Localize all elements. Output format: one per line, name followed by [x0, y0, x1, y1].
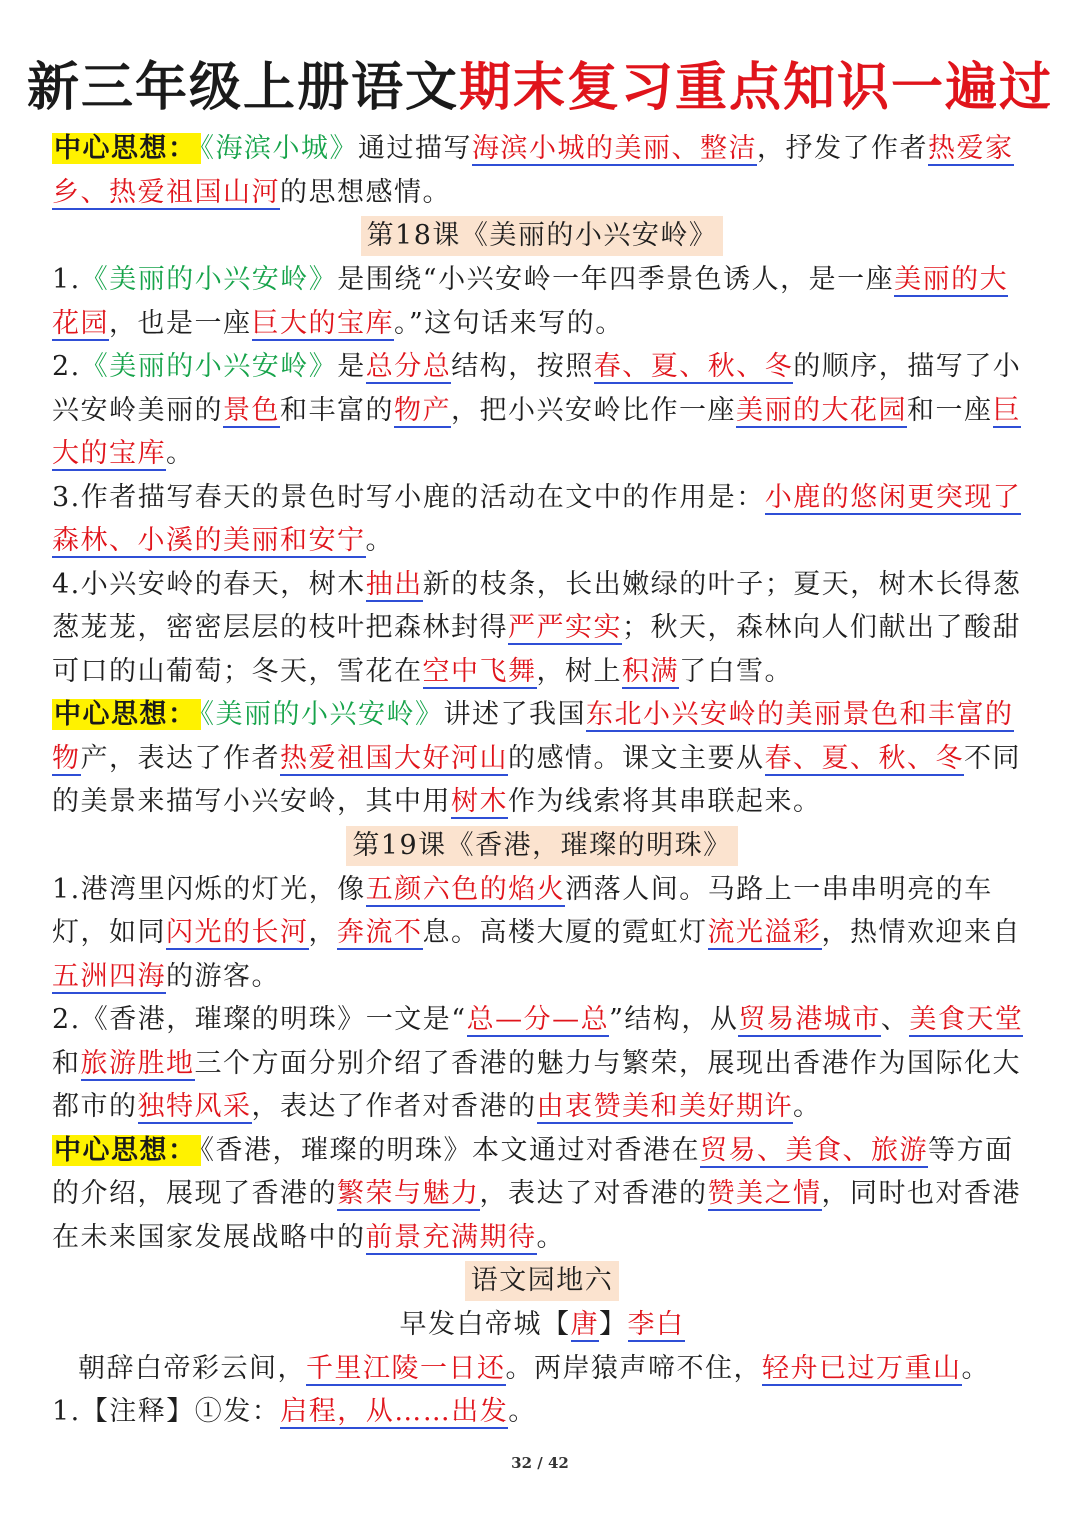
keyword: 闪光的长河 — [166, 917, 309, 948]
keyword: 总—分—总 — [466, 1004, 610, 1035]
title-part1: 新三年级上册语文 — [26, 58, 459, 118]
keyword: 热爱祖国大好河山 — [280, 742, 508, 774]
keyword: 景色 — [223, 394, 280, 426]
keyword: 物产 — [394, 394, 451, 426]
text: 的感情。课文主要从 — [508, 742, 765, 774]
keyword: 美丽的大花园 — [52, 264, 1009, 339]
lesson19-point-2 — [52, 998, 1032, 1129]
keyword: 繁荣与魅力 — [337, 1178, 480, 1209]
text: 洒落人间。马路上一串串明亮的车灯，如同 — [52, 873, 993, 948]
keyword: 热爱家乡、热爱祖国山河 — [52, 133, 1014, 208]
text: 新的枝条，长出嫩绿的叶子；夏天，树木长得葱葱茏茏，密密层层的枝叶把森林封得 — [52, 568, 1022, 643]
keyword: 旅游胜地 — [80, 1047, 195, 1079]
text: 等方面的介绍，展现了香港的 — [52, 1134, 1014, 1209]
text: 。两岸猿声啼不住， — [505, 1352, 762, 1384]
lesson18-heading: 第18课《美丽的小兴安岭》 — [361, 216, 724, 256]
garden6-heading: 语文园地六 — [465, 1261, 620, 1301]
text: 和丰富的 — [280, 394, 394, 426]
keyword: 千里江陵一日还 — [306, 1352, 506, 1384]
text: 。 — [166, 438, 195, 469]
lesson18-heading-row — [52, 214, 1032, 258]
text: ，表达了对香港的 — [479, 1178, 708, 1209]
text: ，把小兴安岭比作一座 — [451, 394, 736, 426]
keyword: 积满 — [622, 655, 679, 687]
keyword: 奔流不 — [337, 917, 423, 948]
text: ；秋天，森林向人们献出了酸甜可口的山葡萄；冬天，雪花在 — [52, 612, 1021, 687]
text: ，抒发了作者 — [757, 133, 928, 164]
keyword: 赞美之情 — [707, 1178, 822, 1209]
text: 和一座 — [907, 394, 993, 426]
text: 1.港湾里闪烁的灯光，像 — [52, 873, 366, 905]
keyword: 巨大的宝库 — [52, 394, 1021, 469]
text: 产，表达了作者 — [80, 742, 280, 774]
title-part2: 期末复习重点知识一遍过 — [459, 58, 1054, 118]
text: ， — [308, 917, 337, 948]
central-idea-label: 中心思想： — [52, 1135, 201, 1166]
keyword: 独特风采 — [137, 1091, 252, 1122]
text: 。 — [536, 1221, 565, 1253]
keyword: 严严实实 — [508, 612, 622, 643]
text: 《香港，璀璨的明珠》本文通过对香港在 — [200, 1134, 700, 1166]
keyword: 贸易港城市 — [738, 1004, 881, 1035]
keyword: 美丽的大花园 — [736, 394, 907, 426]
keyword: 树木 — [451, 786, 508, 817]
content — [52, 127, 1032, 1434]
central-idea-label: 中心思想： — [52, 699, 201, 730]
text: 结构，按照 — [451, 351, 594, 382]
text: 。 — [961, 1352, 990, 1384]
keyword: 总分总 — [365, 351, 452, 382]
text: 2. — [52, 351, 81, 382]
poem-title — [52, 1303, 1032, 1347]
text: 是围绕“小兴安岭一年四季景色诱人，是一座 — [337, 264, 895, 295]
keyword: 轻舟已过万重山 — [762, 1352, 962, 1384]
text: ”结构，从 — [609, 1004, 739, 1035]
lesson18-point-3 — [52, 476, 1032, 563]
text: 2.《香港，璀璨的明珠》一文是“ — [52, 1004, 467, 1035]
text: 早发白帝城【 — [399, 1309, 571, 1340]
text: 了白雪。 — [679, 655, 793, 687]
keyword: 贸易、美食、旅游 — [700, 1134, 928, 1166]
text: 朝辞白帝彩云间， — [78, 1352, 306, 1384]
keyword: 美食天堂 — [909, 1004, 1024, 1035]
text: ，表达了作者对香港的 — [251, 1091, 537, 1122]
text: 。 — [508, 1396, 537, 1427]
text: 】 — [599, 1309, 628, 1340]
text: ，热情欢迎来自 — [821, 917, 1021, 948]
text: 。”这句话来写的。 — [394, 307, 624, 339]
text: 。 — [365, 525, 394, 556]
lesson19-point-1 — [52, 868, 1032, 999]
text: 的顺序，描写了小兴安岭美丽的 — [52, 351, 1022, 426]
book-title: 《海滨小城》 — [200, 133, 358, 164]
text: 作为线索将其串联起来。 — [508, 786, 822, 817]
poem-note — [52, 1390, 1032, 1434]
book-title: 《美丽的小兴安岭》 — [80, 351, 338, 382]
book-title: 《美丽的小兴安岭》 — [200, 699, 444, 730]
keyword: 唐 — [570, 1309, 599, 1340]
keyword: 由衷赞美和美好期许 — [536, 1091, 793, 1122]
poem-line — [52, 1347, 1032, 1391]
lesson19-central-idea — [52, 1129, 1032, 1260]
text: 。 — [793, 1091, 822, 1122]
page-number: 32 / 42 — [511, 1454, 569, 1472]
keyword: 抽出 — [365, 568, 423, 600]
lesson19-heading: 第19课《香港，璀璨的明珠》 — [346, 826, 737, 866]
keyword: 空中飞舞 — [422, 655, 537, 687]
lesson18-central-idea — [52, 693, 1032, 824]
page-title — [0, 52, 1080, 124]
text: 息。高楼大厦的霓虹灯 — [422, 917, 708, 948]
text: 三个方面分别介绍了香港的魅力与繁荣，展现出香港作为国际化大都市的 — [52, 1047, 1021, 1122]
text: 是 — [337, 351, 366, 382]
lesson18-point-4 — [52, 563, 1032, 694]
keyword: 小鹿的悠闲更突现了森林、小溪的美丽和安宁 — [52, 481, 1022, 556]
keyword: 流光溢彩 — [707, 917, 822, 948]
keyword: 巨大的宝库 — [251, 307, 394, 339]
garden6-heading-row — [52, 1259, 1032, 1303]
keyword: 春、夏、秋、冬 — [764, 742, 964, 774]
text: 的游客。 — [166, 960, 280, 992]
text: ，树上 — [536, 655, 622, 687]
keyword: 东北小兴安岭的美丽景色和丰富的物 — [52, 699, 1014, 774]
keyword: 前景充满期待 — [365, 1221, 537, 1253]
text: 1. — [52, 264, 81, 295]
text: 4.小兴安岭的春天，树木 — [52, 568, 366, 600]
book-title: 《美丽的小兴安岭》 — [80, 264, 338, 295]
text: 、 — [880, 1004, 910, 1035]
keyword: 五洲四海 — [52, 960, 166, 992]
lesson18-point-1 — [52, 258, 1032, 345]
keyword: 海滨小城的美丽、整洁 — [472, 133, 757, 164]
keyword: 春、夏、秋、冬 — [593, 351, 794, 382]
text: 不同的美景来描写小兴安岭，其中用 — [52, 742, 1021, 817]
text: ，同时也对香港在未来国家发展战略中的 — [52, 1178, 1021, 1253]
text: 3.作者描写春天的景色时写小鹿的活动在文中的作用是： — [52, 481, 765, 513]
lesson19-heading-row — [52, 824, 1032, 868]
haibin-central-idea — [52, 127, 1032, 214]
keyword: 李白 — [627, 1309, 685, 1340]
keyword: 启程，从……出发 — [280, 1396, 509, 1427]
text: 1.【注释】①发： — [52, 1396, 281, 1427]
lesson18-point-2 — [52, 345, 1032, 476]
central-idea-label: 中心思想： — [52, 133, 201, 164]
text: 讲述了我国 — [443, 699, 586, 730]
text: 和 — [52, 1047, 81, 1079]
text: ，也是一座 — [109, 307, 252, 339]
keyword: 五颜六色的焰火 — [365, 873, 566, 905]
text: 的思想感情。 — [280, 176, 451, 208]
text: 通过描写 — [358, 133, 472, 164]
